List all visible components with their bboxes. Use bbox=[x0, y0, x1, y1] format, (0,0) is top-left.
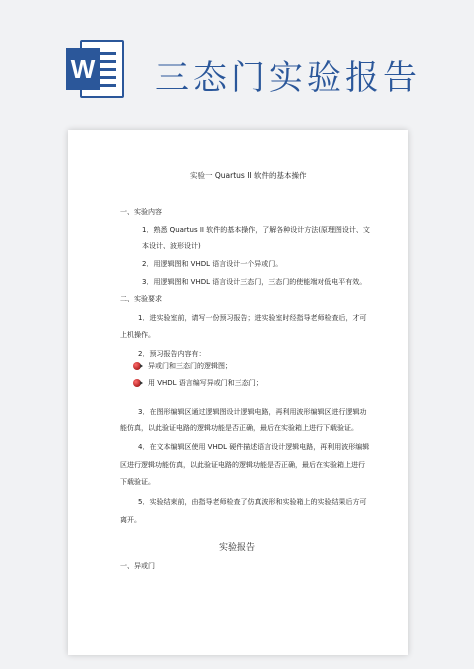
bullet-text: 异或门和三态门的逻辑图； bbox=[148, 362, 232, 370]
section-heading: 一、异或门 bbox=[120, 562, 155, 570]
document-page bbox=[68, 130, 408, 655]
paragraph-line: 2．用逻辑图和 VHDL 语言设计一个异或门。 bbox=[142, 260, 283, 268]
section-heading: 一、实验内容 bbox=[120, 208, 162, 216]
paragraph-line: 区进行逻辑功能仿真，以此验证电路的逻辑功能是否正确，最后在实验箱上进行 bbox=[120, 461, 365, 469]
section-heading: 二、实验要求 bbox=[120, 295, 162, 303]
paragraph-line: 3．用逻辑图和 VHDL 语言设计三态门，三态门的使能端对低电平有效。 bbox=[142, 278, 367, 286]
paragraph-line: 能仿真，以此验证电路的逻辑功能是否正确，最后在实验箱上进行下载验证。 bbox=[120, 424, 358, 432]
report-title: 实验报告 bbox=[219, 543, 256, 553]
page-title: 三态门实验报告 bbox=[155, 58, 421, 98]
word-icon bbox=[66, 40, 128, 98]
bullet-icon bbox=[133, 379, 141, 387]
paragraph-line: 本设计、波形设计) bbox=[142, 242, 201, 250]
paragraph-line: 1．进实验室前，请写一份预习报告；进实验室时经指导老师检查后，才可 bbox=[138, 314, 367, 322]
word-badge: W bbox=[66, 48, 100, 90]
doc-title: 实验一 Quartus II 软件的基本操作 bbox=[190, 171, 307, 180]
paragraph-line: 4．在文本编辑区使用 VHDL 硬件描述语言设计逻辑电路，再利用波形编辑 bbox=[138, 443, 370, 451]
paragraph-line: 上机操作。 bbox=[120, 331, 155, 339]
bullet-text: 用 VHDL 语言编写异或门和三态门； bbox=[148, 379, 263, 387]
paragraph-line: 3．在图形编辑区通过逻辑图设计逻辑电路，再利用波形编辑区进行逻辑功 bbox=[138, 408, 367, 416]
bullet-icon bbox=[133, 362, 141, 370]
paragraph-line: 5．实验结束前，由指导老师检查了仿真波形和实验箱上的实验结果后方可 bbox=[138, 498, 367, 506]
paragraph-line: 2．预习报告内容有： bbox=[138, 350, 206, 358]
paragraph-line: 下载验证。 bbox=[120, 478, 155, 486]
banner bbox=[0, 0, 474, 118]
paragraph-line: 1．熟悉 Quartus II 软件的基本操作，了解各种设计方法(原理图设计、文 bbox=[142, 226, 370, 234]
paragraph-line: 离开。 bbox=[120, 516, 141, 524]
